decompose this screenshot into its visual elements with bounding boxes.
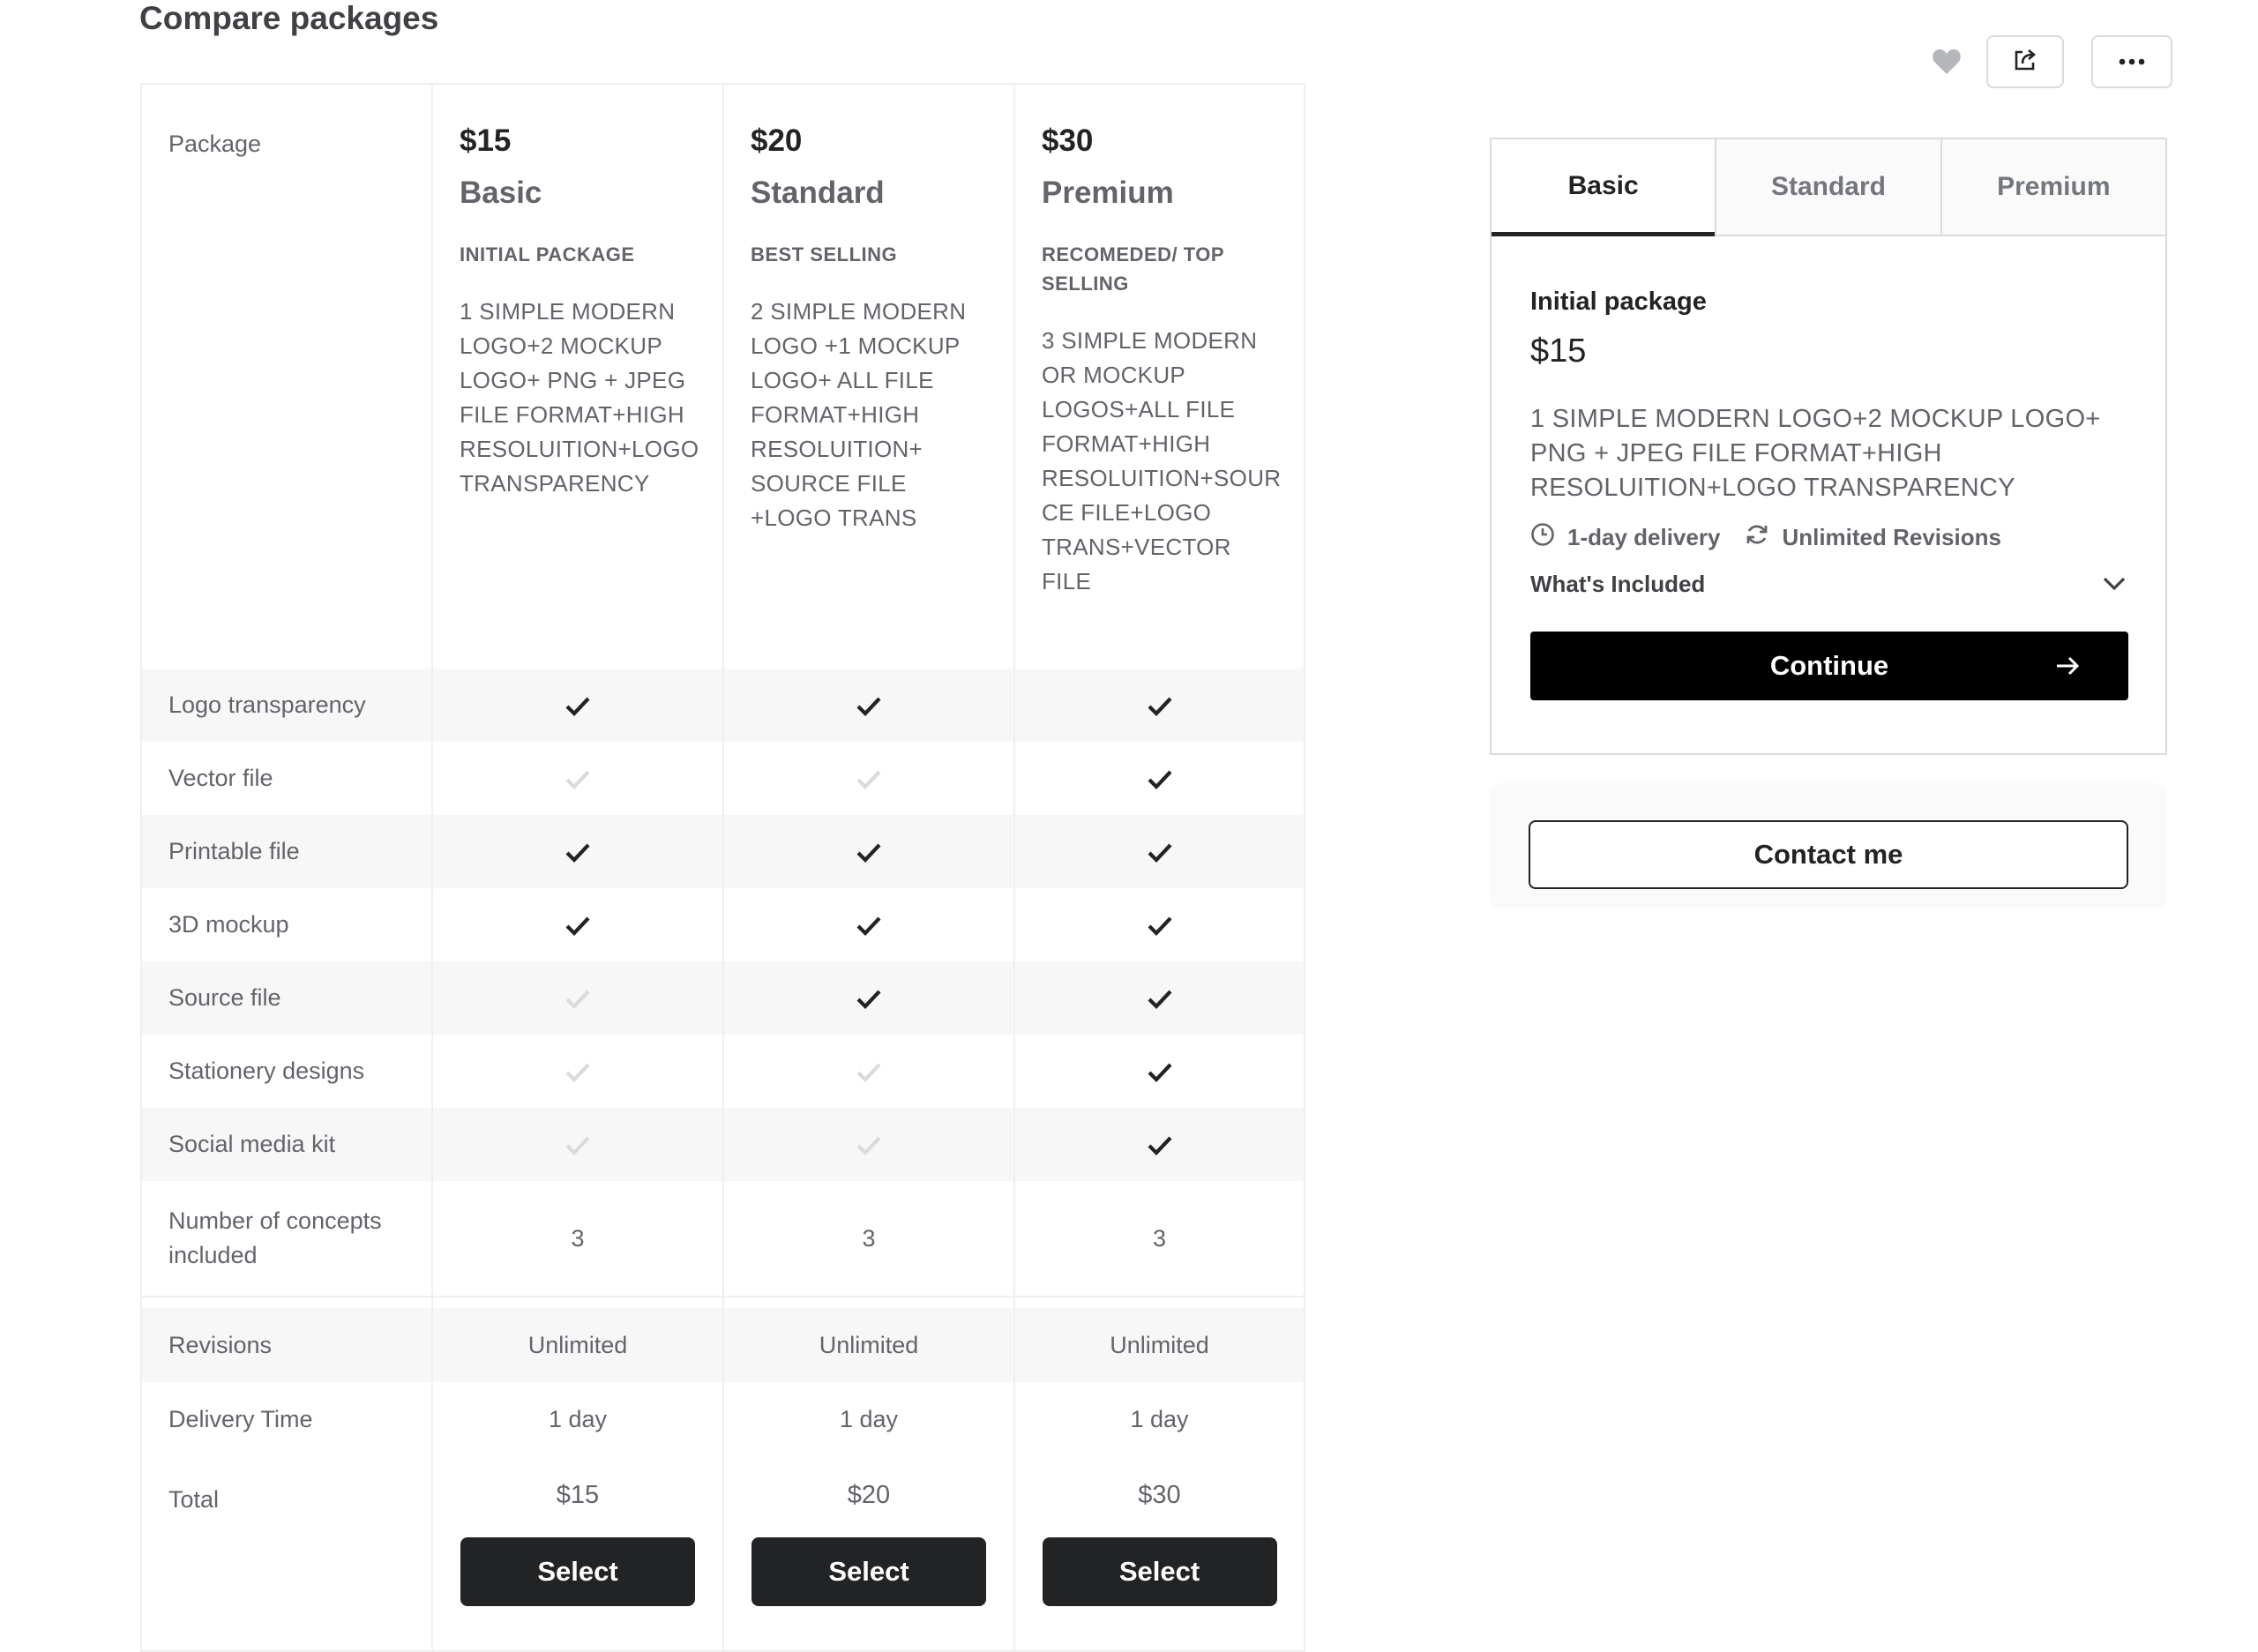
package-tag: BEST SELLING (751, 243, 898, 265)
checkmark-disabled-icon (564, 988, 591, 1011)
delivery-label: Delivery Time (141, 1382, 432, 1456)
feature-label: Source file (141, 961, 432, 1035)
feature-value (1014, 888, 1305, 961)
more-options-button[interactable] (2091, 35, 2172, 88)
total-price: $30 (1138, 1481, 1181, 1509)
package-card (1490, 138, 2167, 755)
concepts-value: 3 (1014, 1181, 1305, 1297)
feature-value (723, 961, 1014, 1035)
feature-label: Social media kit (141, 1108, 432, 1181)
page-title: Compare packages (139, 0, 439, 36)
select-button[interactable]: Select (1043, 1537, 1277, 1606)
package-tag: INITIAL PACKAGE (460, 243, 635, 265)
delivery-info (1530, 522, 1720, 553)
chevron-down-icon (2102, 571, 2127, 598)
feature-value (432, 669, 723, 742)
checkmark-icon (856, 988, 882, 1011)
feature-value (432, 815, 723, 888)
total-row (141, 1456, 1305, 1651)
revisions-value: Unlimited (723, 1308, 1014, 1382)
concepts-value: 3 (432, 1181, 723, 1297)
checkmark-icon (856, 915, 882, 938)
package-tabs (1492, 139, 2165, 236)
feature-value (1014, 669, 1305, 742)
package-name: Standard (751, 176, 885, 210)
checkmark-icon (1147, 1134, 1173, 1157)
more-icon (2119, 54, 2145, 70)
feature-label: Vector file (141, 742, 432, 815)
checkmark-disabled-icon (856, 768, 882, 791)
share-button[interactable] (1986, 35, 2064, 88)
total-cell (432, 1456, 723, 1651)
checkmark-icon (564, 841, 591, 864)
concepts-value: 3 (723, 1181, 1014, 1297)
select-button[interactable]: Select (460, 1537, 695, 1606)
checkmark-disabled-icon (856, 1134, 882, 1157)
revisions-row (141, 1308, 1305, 1382)
package-price: $30 (1042, 123, 1094, 158)
delivery-row (141, 1382, 1305, 1456)
feature-value (723, 1108, 1014, 1181)
feature-value (1014, 1108, 1305, 1181)
concepts-row (141, 1181, 1305, 1297)
feature-row (141, 742, 1305, 815)
package-column-standard (723, 84, 1014, 669)
feature-value (432, 888, 723, 961)
delivery-text: 1-day delivery (1567, 523, 1721, 550)
package-description: 3 SIMPLE MODERN OR MOCKUP LOGOS+ALL FILE FORMAT+HIGH RESOLUITION+SOUR CE FILE+LOGO TRANS+VECTOR FILE (1042, 327, 1282, 594)
package-name: Basic (460, 176, 542, 210)
tab-premium[interactable]: Premium (1940, 139, 2165, 235)
total-price: $15 (556, 1481, 600, 1509)
feature-value (723, 1035, 1014, 1108)
refresh-icon (1745, 522, 1782, 553)
package-description: 1 SIMPLE MODERN LOGO+2 MOCKUP LOGO+ PNG + JPEG FILE FORMAT+HIGH RESOLUITION+LOGO TRANSPARENCY (460, 298, 699, 497)
share-icon (2012, 47, 2038, 78)
tab-standard[interactable]: Standard (1715, 139, 1940, 235)
package-column-basic (432, 84, 723, 669)
clock-icon (1530, 522, 1567, 553)
feature-value (723, 742, 1014, 815)
checkmark-icon (856, 695, 882, 718)
feature-row (141, 669, 1305, 742)
feature-row (141, 815, 1305, 888)
package-card-title: Initial package (1530, 288, 1707, 316)
checkmark-icon (1147, 988, 1173, 1011)
checkmark-icon (1147, 915, 1173, 938)
checkmark-disabled-icon (564, 768, 591, 791)
package-name: Premium (1042, 176, 1174, 210)
feature-value (723, 815, 1014, 888)
tab-basic[interactable]: Basic (1492, 139, 1715, 236)
checkmark-icon (856, 841, 882, 864)
delivery-value: 1 day (723, 1382, 1014, 1456)
package-column-premium (1014, 84, 1305, 669)
package-tag: RECOMEDED/ TOP SELLING (1042, 243, 1224, 295)
feature-value (432, 742, 723, 815)
revisions-value: Unlimited (432, 1308, 723, 1382)
revisions-info (1745, 522, 2001, 553)
feature-value (1014, 815, 1305, 888)
continue-label: Continue (1769, 650, 1889, 681)
concepts-label: Number of concepts included (141, 1181, 432, 1297)
feature-value (432, 961, 723, 1035)
feature-value (432, 1035, 723, 1108)
checkmark-icon (1147, 768, 1173, 791)
feature-row (141, 1108, 1305, 1181)
package-price: $15 (460, 123, 512, 158)
checkmark-disabled-icon (564, 1134, 591, 1157)
total-price: $20 (847, 1481, 891, 1509)
revisions-value: Unlimited (1014, 1308, 1305, 1382)
checkmark-icon (564, 695, 591, 718)
continue-button[interactable] (1530, 632, 2128, 700)
feature-value (723, 888, 1014, 961)
divider-cell (1014, 1297, 1305, 1308)
revisions-text: Unlimited Revisions (1782, 523, 2001, 550)
whats-included-toggle[interactable] (1530, 570, 2127, 598)
feature-row (141, 888, 1305, 961)
package-card-meta (1530, 522, 2127, 552)
top-actions (1932, 35, 2172, 90)
delivery-value: 1 day (432, 1382, 723, 1456)
package-header-row (141, 84, 1305, 669)
checkmark-disabled-icon (856, 1061, 882, 1084)
package-card-body (1492, 286, 2165, 700)
divider-cell (432, 1297, 723, 1308)
checkmark-disabled-icon (564, 1061, 591, 1084)
feature-label: Printable file (141, 815, 432, 888)
checkmark-icon (1147, 1061, 1173, 1084)
feature-label: Logo transparency (141, 669, 432, 742)
heart-icon[interactable] (1932, 48, 1962, 76)
feature-label: 3D mockup (141, 888, 432, 961)
total-cell (723, 1456, 1014, 1651)
contact-section (1490, 783, 2167, 908)
package-card-description: 1 SIMPLE MODERN LOGO+2 MOCKUP LOGO+ PNG + JPEG FILE FORMAT+HIGH RESOLUITION+LOGO TRANSPARENCY (1530, 405, 2101, 502)
feature-row (141, 1035, 1305, 1108)
compare-table (140, 83, 1305, 1652)
arrow-right-icon (2054, 653, 2081, 686)
package-card-price: $15 (1530, 333, 1587, 370)
divider-cell (723, 1297, 1014, 1308)
package-price: $20 (751, 123, 803, 158)
total-label: Total (141, 1456, 432, 1651)
whats-included-label: What's Included (1530, 570, 1706, 597)
checkmark-icon (564, 915, 591, 938)
feature-value (723, 669, 1014, 742)
checkmark-icon (1147, 841, 1173, 864)
table-divider (141, 1297, 1305, 1308)
feature-value (1014, 1035, 1305, 1108)
checkmark-icon (1147, 695, 1173, 718)
feature-value (432, 1108, 723, 1181)
package-label: Package (141, 84, 432, 669)
contact-me-button[interactable]: Contact me (1529, 820, 2128, 889)
feature-row (141, 961, 1305, 1035)
select-button[interactable]: Select (751, 1537, 986, 1606)
revisions-label: Revisions (141, 1308, 432, 1382)
feature-value (1014, 961, 1305, 1035)
divider-cell (141, 1297, 432, 1308)
total-cell (1014, 1456, 1305, 1651)
feature-label: Stationery designs (141, 1035, 432, 1108)
feature-value (1014, 742, 1305, 815)
package-description: 2 SIMPLE MODERN LOGO +1 MOCKUP LOGO+ ALL FILE FORMAT+HIGH RESOLUITION+ SOURCE FILE +LOGO TRANS (751, 298, 967, 531)
delivery-value: 1 day (1014, 1382, 1305, 1456)
